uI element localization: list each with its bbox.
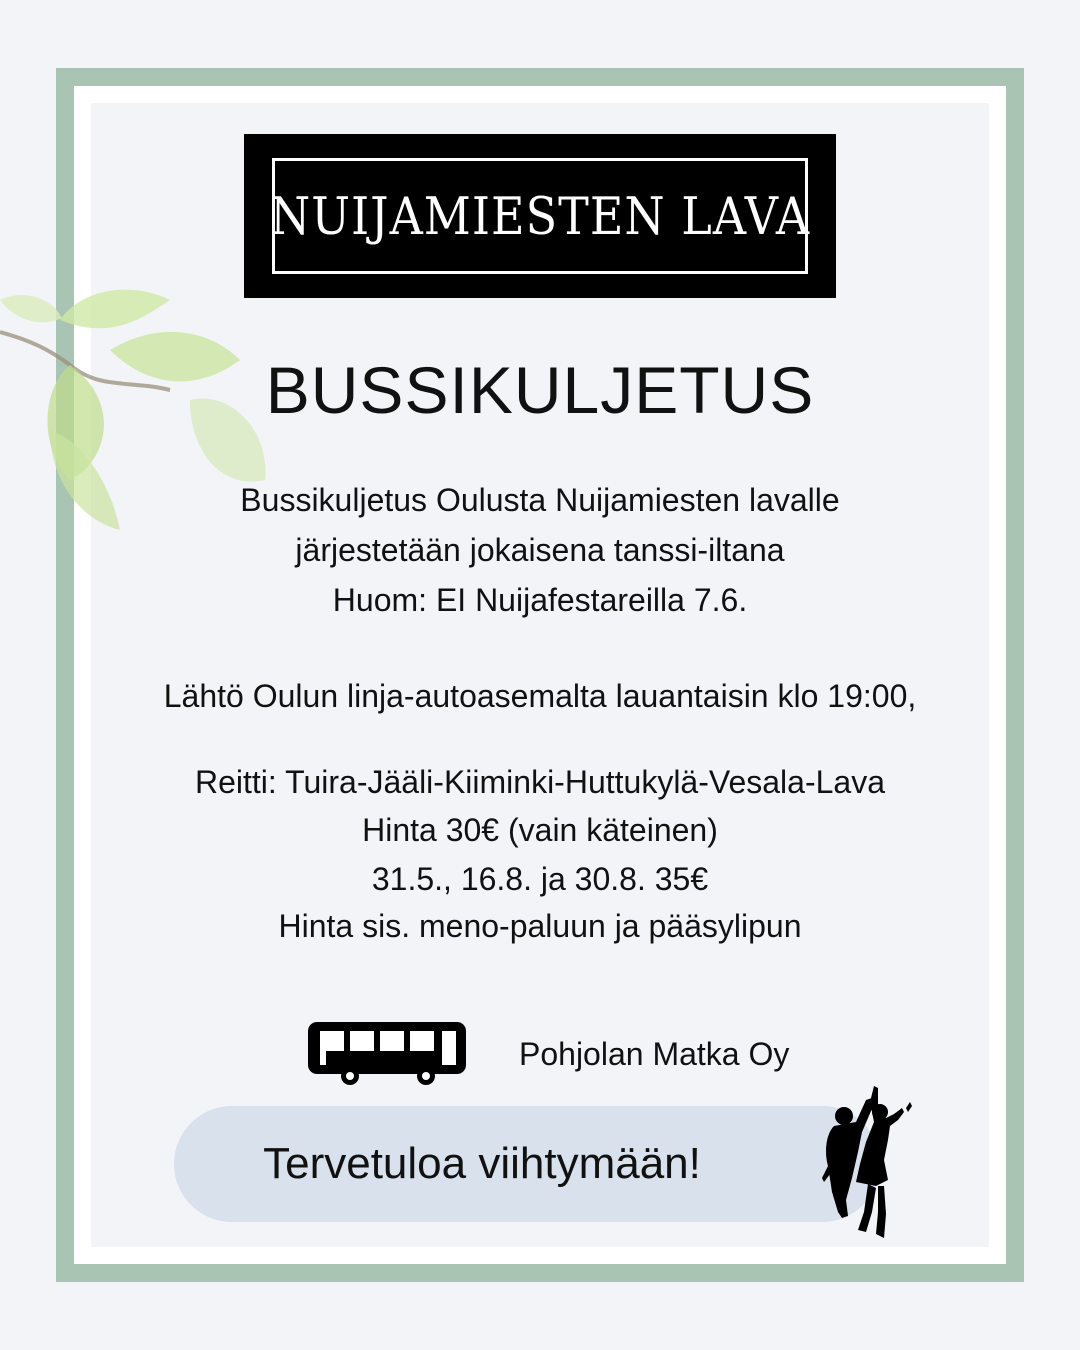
bus-operator-name: Pohjolan Matka Oy [519,1036,790,1072]
page-title: BUSSIKULJETUS [265,353,815,427]
departure-line: Lähtö Oulun linja-autoasemalta lauantaisin klo 19:00, [163,678,917,714]
special-price-line: 31.5., 16.8. ja 30.8. 35€ [371,861,709,897]
bus-icon [306,1020,468,1086]
dancing-couple-icon [818,1082,914,1244]
logo-text: NUIJAMIESTEN LAVA [269,185,811,247]
logo-border [269,158,811,274]
route-line: Reitti: Tuira-Jääli-Kiiminki-Huttukylä-Vesala-Lava [194,764,885,800]
price-line: Hinta 30€ (vain käteinen) [362,812,718,848]
info-line-2: järjestetään jokaisena tanssi-iltana [295,532,785,568]
info-line-3: Huom: EI Nuijafestareilla 7.6. [332,582,748,618]
price-includes-line: Hinta sis. meno-paluun ja pääsylipun [278,908,802,944]
logo [244,134,836,298]
info-line-1: Bussikuljetus Oulusta Nuijamiesten lavalle [240,482,840,518]
welcome-text: Tervetuloa viihtymään! [263,1139,701,1188]
